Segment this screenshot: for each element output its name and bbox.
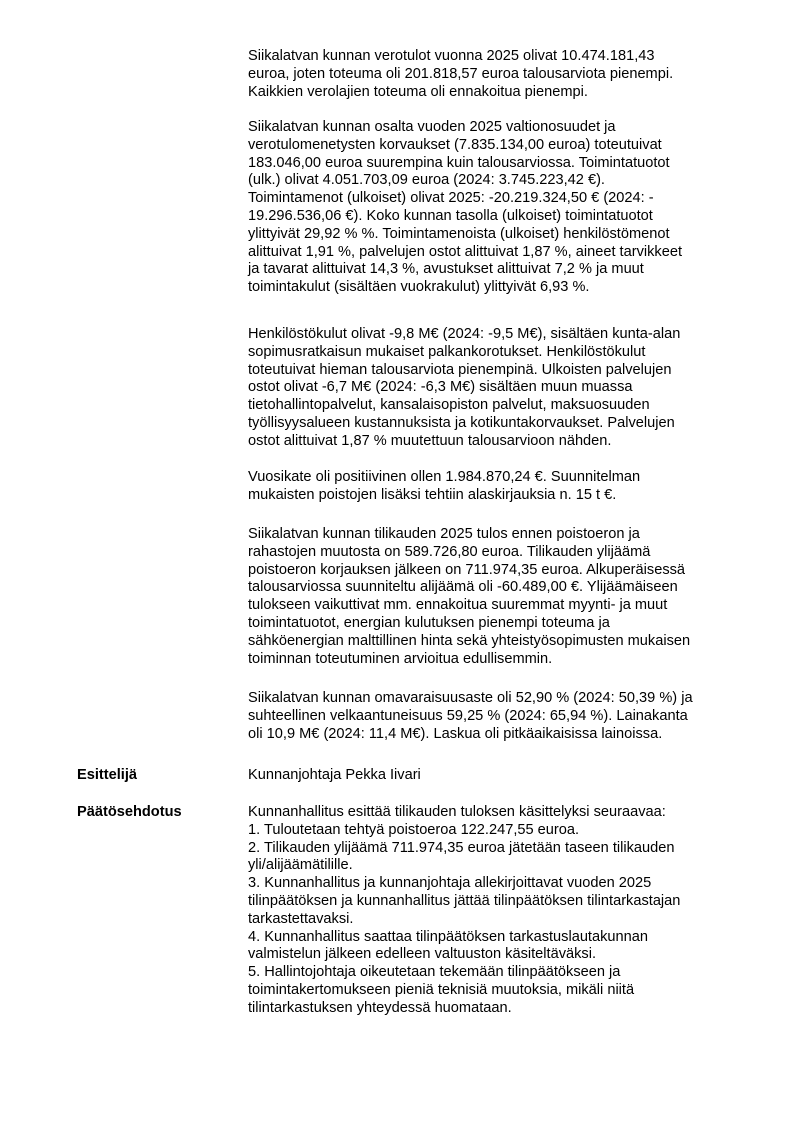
text-line: sopimusratkaisun mukaiset palkankorotukset. Henkilöstökulut [248,343,646,360]
proposal-item-2-cont: yli/alijäämätilille. [248,857,353,874]
text-line: Kaikkien verolajien toteuma oli ennakoitua pienempi. [248,83,588,100]
presenter-label: Esittelijä [77,767,138,783]
text-line: ostot alittuivat 1,87 % muutettuun talousarvioon nähden. [248,432,612,449]
text-line: 183.046,00 euroa suurempina kuin talousarviossa. Toimintatuotot [248,154,670,171]
paragraph-solvency [248,690,768,743]
text-line: Henkilöstökulut olivat -9,8 M€ (2024: -9,5 M€), sisältäen kunta-alan [248,326,681,342]
proposal-item-5-cont: tilintarkastuksen yhteydessä huomataan. [248,999,512,1016]
paragraph-financial-result [248,526,768,668]
text-line: tietohallintopalvelut, kansalaisopiston palvelut, maksuosuuden [248,397,650,414]
text-line: (ulk.) olivat 4.051.703,09 euroa (2024: 3.745.223,42 €). [248,172,605,189]
text-line: Toimintamenot (ulkoiset) olivat 2025: -20.219.324,50 € (2024: - [248,190,654,207]
proposal-item-4: 4. Kunnanhallitus saattaa tilinpäätöksen tarkastuslautakunnan [248,928,648,945]
proposal-item-5-cont: toimintakertomukseen pieniä teknisiä muutoksia, mikäli niitä [248,981,635,998]
proposal-item-3-cont: tilinpäätöksen ja kunnanhallitus jättää tilinpäätöksen tilintarkastajan [248,892,681,909]
text-line: toimintatuotot, energian kulutuksen pienempi toteuma ja [248,614,610,631]
text-line: toteutuivat hieman talousarviota pienempinä. Ulkoisten palvelujen [248,361,672,378]
text-line: toiminnan toteutuminen arvioitua edullisemmin. [248,650,553,667]
text-line: Vuosikate oli positiivinen ollen 1.984.870,24 €. Suunnitelman [248,469,641,485]
text-line: ostot olivat -6,7 M€ (2024: -6,3 M€) sisältäen muun muassa [248,379,633,396]
text-line: työllisyysalueen kustannuksista ja kotikuntakorvaukset. Palvelujen [248,414,675,431]
text-line: Siikalatvan kunnan verotulot vuonna 2025 olivat 10.474.181,43 [248,48,655,64]
text-line: verotulomenetysten korvaukset (7.835.134,00 euroa) toteutuivat [248,136,662,153]
text-line: poistoeron korjauksen jälkeen on 711.974,35 euroa. Alkuperäisessä [248,561,686,578]
proposal-item-5: 5. Hallintojohtaja oikeutetaan tekemään tilinpäätökseen ja [248,964,621,981]
text-line: alittuivat 1,91 %, palvelujen ostot alittuivat 1,87 %, aineet tarvikkeet [248,243,683,260]
text-line: talousarviossa suunniteltu alijäämä oli -60.489,00 €. Ylijäämäiseen [248,579,678,596]
proposal-text [248,804,768,1018]
presenter-value: Kunnanjohtaja Pekka Iivari [248,767,421,783]
text-line: suhteellinen velkaantuneisuus 59,25 % (2024: 65,94 %). Lainakanta [248,707,688,724]
text-line: mukaisten poistojen lisäksi tehtiin alaskirjauksia n. 15 t €. [248,486,617,503]
text-line: ylittyivät 29,92 % %. Toimintamenoista (ulkoiset) henkilöstömenot [248,225,670,242]
proposal-item-2: 2. Tilikauden ylijäämä 711.974,35 euroa jätetään taseen tilikauden [248,839,675,856]
text-line: Siikalatvan kunnan omavaraisuusaste oli 52,90 % (2024: 50,39 %) ja [248,690,693,706]
proposal-item-1: 1. Tuloutetaan tehtyä poistoeroa 122.247,55 euroa. [248,821,580,838]
text-line: toimintakulut (sisältäen vuokrakulut) ylittyivät 6,93 %. [248,279,590,296]
text-line: ja tavarat alittuivat 14,3 %, avustukset alittuivat 7,2 % ja muut [248,261,644,278]
paragraph-personnel-costs [248,326,768,451]
proposal-item-3-cont: tarkastettavaksi. [248,910,354,927]
text-line: 19.296.536,06 €). Koko kunnan tasolla (ulkoiset) toimintatuotot [248,207,653,224]
text-line: Siikalatvan kunnan tilikauden 2025 tulos ennen poistoeron ja [248,526,640,542]
text-line: sähköenergian malttillinen hinta sekä yhteistyösopimusten mukaisen [248,632,691,649]
text-line: rahastojen muutosta on 589.726,80 euroa. Tilikauden ylijäämä [248,543,651,560]
text-line: Siikalatvan kunnan osalta vuoden 2025 valtionosuudet ja [248,119,616,135]
proposal-label: Päätösehdotus [77,804,182,820]
paragraph-annual-margin [248,469,768,505]
proposal-intro: Kunnanhallitus esittää tilikauden tuloksen käsittelyksi seuraavaa: [248,804,666,820]
proposal-item-4-cont: valmistelun jälkeen edelleen valtuuston käsiteltäväksi. [248,946,597,963]
proposal-item-3: 3. Kunnanhallitus ja kunnanjohtaja allekirjoittavat vuoden 2025 [248,875,652,892]
text-line: tulokseen vaikuttivat mm. ennakoitua suuremmat myynti- ja muut [248,597,668,614]
paragraph-state-subsidies [248,119,768,297]
text-line: oli 10,9 M€ (2024: 11,4 M€). Laskua oli pitkäaikaisissa lainoissa. [248,725,663,742]
paragraph-tax-revenue [248,48,768,101]
text-line: euroa, joten toteuma oli 201.818,57 euroa talousarviota pienempi. [248,65,674,82]
